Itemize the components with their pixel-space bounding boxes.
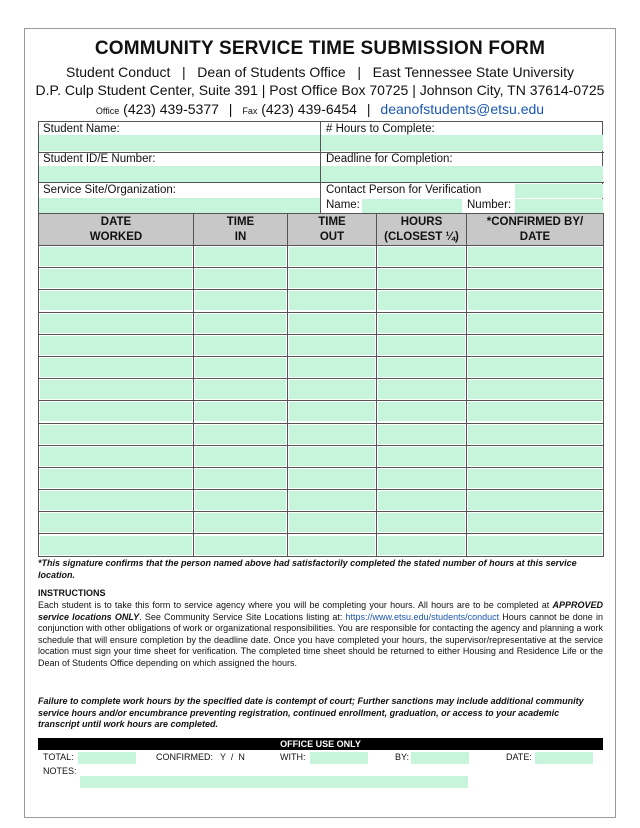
time-log-input[interactable] (40, 425, 192, 444)
deadline-label: Deadline for Completion: (326, 153, 453, 165)
separator: | (366, 101, 371, 117)
column-header-line: TIME (318, 215, 346, 228)
column-header-line: DATE (519, 230, 551, 243)
time-log-input[interactable] (195, 536, 286, 555)
table-cell (467, 268, 604, 290)
time-log-input[interactable] (468, 336, 602, 355)
table-row (39, 512, 604, 534)
table-cell (39, 268, 194, 290)
time-log-input[interactable] (289, 291, 375, 310)
time-log-input[interactable] (289, 425, 375, 444)
time-log-input[interactable] (378, 469, 465, 488)
office-use-title: OFFICE USE ONLY (38, 738, 603, 750)
total-label: TOTAL: (43, 752, 74, 762)
table-cell (288, 312, 377, 334)
by-field[interactable] (411, 752, 469, 764)
table-cell (467, 246, 604, 268)
time-log-input[interactable] (378, 536, 465, 555)
table-cell (39, 312, 194, 334)
separator: | (228, 101, 233, 117)
column-header-time-out (288, 214, 377, 246)
table-cell (39, 290, 194, 312)
table-cell (467, 401, 604, 423)
table-cell (194, 268, 288, 290)
time-log-input[interactable] (378, 513, 465, 532)
time-log-input[interactable] (195, 380, 286, 399)
column-header-date-worked (39, 214, 194, 246)
time-log-input[interactable] (40, 291, 192, 310)
time-log-input[interactable] (468, 358, 602, 377)
table-cell (39, 490, 194, 512)
table-row (39, 423, 604, 445)
table-cell (467, 312, 604, 334)
time-log-input[interactable] (289, 402, 375, 421)
table-cell (194, 312, 288, 334)
table-cell (194, 356, 288, 378)
table-cell (39, 445, 194, 467)
time-log-input[interactable] (289, 269, 375, 288)
form-title: COMMUNITY SERVICE TIME SUBMISSION FORM (94, 38, 546, 59)
time-log-input[interactable] (289, 447, 375, 466)
time-log-input[interactable] (40, 447, 192, 466)
column-header-line: (CLOSEST ¼) (384, 230, 459, 243)
table-cell (377, 490, 467, 512)
column-header-line: HOURS (400, 215, 443, 228)
notes-label: NOTES: (43, 766, 77, 776)
time-log-input[interactable] (195, 358, 286, 377)
table-cell (39, 246, 194, 268)
time-log-input[interactable] (40, 314, 192, 333)
column-header-line: *CONFIRMED BY/ (486, 215, 584, 228)
column-header-line: TIME (226, 215, 255, 228)
office-phone: (423) 439-5377 (123, 101, 219, 117)
time-log-input[interactable] (289, 513, 375, 532)
time-log-input[interactable] (378, 291, 465, 310)
fax-label: Fax (242, 106, 258, 116)
column-header-line: DATE (100, 215, 132, 228)
time-log-input[interactable] (195, 291, 286, 310)
table-cell (194, 512, 288, 534)
table-cell (39, 467, 194, 489)
table-cell (467, 334, 604, 356)
table-cell (39, 534, 194, 556)
table-cell (39, 512, 194, 534)
date-label: DATE: (506, 752, 532, 762)
time-log-input[interactable] (40, 380, 192, 399)
student-info-block (38, 121, 603, 213)
time-log-input[interactable] (289, 491, 375, 510)
table-cell (194, 379, 288, 401)
contact-name-field[interactable] (362, 199, 462, 213)
time-log-input[interactable] (289, 247, 375, 266)
time-log-input[interactable] (40, 513, 192, 532)
time-log-input[interactable] (468, 491, 602, 510)
table-cell (377, 512, 467, 534)
time-log-input[interactable] (195, 425, 286, 444)
time-log-input[interactable] (40, 358, 192, 377)
student-name-label: Student Name: (43, 123, 120, 135)
table-cell (39, 401, 194, 423)
time-log-input[interactable] (195, 402, 286, 421)
header-line-1: Student Conduct | Dean of Students Office | East Tennessee State University (66, 64, 574, 80)
table-row (39, 401, 604, 423)
time-log-input[interactable] (378, 425, 465, 444)
email-link[interactable]: deanofstudents@etsu.edu (380, 101, 545, 117)
column-header-time-in (194, 214, 288, 246)
table-cell (467, 534, 604, 556)
table-cell (377, 268, 467, 290)
contact-person-field[interactable] (515, 184, 603, 198)
time-log-input[interactable] (378, 380, 465, 399)
time-log-input[interactable] (468, 314, 602, 333)
table-cell (194, 423, 288, 445)
date-field[interactable] (535, 752, 593, 764)
time-log-input[interactable] (40, 491, 192, 510)
time-log-input[interactable] (468, 269, 602, 288)
instructions-p1: Each student is to take this form to service agency where you will be completing your hours. All hours are to be completed at (38, 600, 550, 610)
header-line-2: D.P. Culp Student Center, Suite 391 | Post Office Box 70725 | Johnson City, TN 37614-0725 (35, 82, 605, 98)
table-cell (194, 401, 288, 423)
table-header-row (39, 214, 604, 246)
time-log-input[interactable] (40, 402, 192, 421)
table-cell (194, 490, 288, 512)
time-log-input[interactable] (195, 447, 286, 466)
table-cell (467, 290, 604, 312)
table-cell (288, 290, 377, 312)
column-header-confirmed-by (467, 214, 604, 246)
table-cell (467, 445, 604, 467)
table-row (39, 246, 604, 268)
header-contact-line (0, 101, 640, 117)
time-log-input[interactable] (378, 269, 465, 288)
table-cell (39, 379, 194, 401)
table-cell (288, 467, 377, 489)
notes-field[interactable] (80, 776, 468, 788)
table-cell (288, 356, 377, 378)
table-row (39, 379, 604, 401)
time-log-input[interactable] (289, 536, 375, 555)
time-log-input[interactable] (468, 469, 602, 488)
table-cell (467, 467, 604, 489)
time-log-input[interactable] (195, 336, 286, 355)
table-cell (467, 356, 604, 378)
table-cell (377, 401, 467, 423)
office-label: Office (95, 106, 120, 116)
time-log-input[interactable] (468, 247, 602, 266)
service-site-label: Service Site/Organization: (43, 184, 176, 196)
table-cell (288, 246, 377, 268)
table-cell (194, 534, 288, 556)
table-cell (194, 467, 288, 489)
table-row (39, 534, 604, 556)
student-id-label: Student ID/E Number: (43, 153, 156, 165)
by-label: BY: (395, 752, 410, 762)
service-site-field[interactable] (39, 198, 320, 214)
table-row (39, 290, 604, 312)
office-use-section (38, 738, 603, 790)
instructions-heading: INSTRUCTIONS (38, 588, 106, 598)
column-header-line: WORKED (89, 230, 143, 243)
table-cell (288, 334, 377, 356)
table-cell (467, 423, 604, 445)
instructions-p3: Hours cannot be done in conjunction with other obligations of work or organizational responsibilities. You are responsible for contacting the agency and planning a work schedule that will ensure completion by the deadline date. Once you have completed your hours, the supervisor/representative at the service location must sign your time sheet for verification. The completed time sheet should be returned to either Housing and Residence Life or the Dean of Students Office depending on which assigned the hours. (38, 611, 603, 668)
table-cell (39, 334, 194, 356)
hours-to-complete-field[interactable] (321, 135, 603, 151)
instructions-text (38, 600, 603, 670)
confirmed-label: CONFIRMED: (156, 752, 213, 762)
table-row (39, 268, 604, 290)
conduct-link[interactable]: https://www.etsu.edu/students/conduct (345, 611, 500, 622)
column-header-line: IN (234, 230, 247, 243)
approved-locations-text: APPROVED service locations ONLY (38, 600, 603, 622)
contact-number-label: Number: (467, 199, 512, 211)
student-name-field[interactable] (39, 135, 320, 151)
time-log-input[interactable] (289, 336, 375, 355)
fax-phone: (423) 439-6454 (261, 101, 357, 117)
time-log-input[interactable] (195, 469, 286, 488)
time-log-input[interactable] (468, 513, 602, 532)
table-cell (377, 334, 467, 356)
hours-to-complete-label: # Hours to Complete: (326, 123, 435, 135)
time-log-input[interactable] (468, 425, 602, 444)
table-cell (467, 512, 604, 534)
table-cell (467, 490, 604, 512)
student-id-field[interactable] (39, 166, 320, 182)
table-cell (39, 423, 194, 445)
time-log-input[interactable] (468, 380, 602, 399)
time-log-input[interactable] (40, 469, 192, 488)
table-cell (288, 445, 377, 467)
time-log-input[interactable] (468, 291, 602, 310)
time-log-input[interactable] (40, 336, 192, 355)
time-log-input[interactable] (468, 536, 602, 555)
time-log-input[interactable] (378, 402, 465, 421)
table-cell (377, 290, 467, 312)
time-log-input[interactable] (378, 247, 465, 266)
table-cell (288, 379, 377, 401)
confirmed-options[interactable]: Y / N (220, 752, 245, 762)
table-cell (288, 490, 377, 512)
table-cell (194, 445, 288, 467)
time-log-input[interactable] (195, 269, 286, 288)
instructions-p2: . See Community Service Site Locations listing at: (139, 611, 343, 622)
time-log-input[interactable] (195, 314, 286, 333)
table-cell (288, 534, 377, 556)
time-log-input[interactable] (468, 447, 602, 466)
table-cell (288, 268, 377, 290)
table-cell (377, 534, 467, 556)
contact-person-label: Contact Person for Verification (326, 184, 482, 196)
total-field[interactable] (78, 752, 136, 764)
table-cell (194, 334, 288, 356)
table-cell (194, 246, 288, 268)
time-log-input[interactable] (195, 513, 286, 532)
table-cell (39, 356, 194, 378)
table-cell (377, 467, 467, 489)
time-log-body (39, 246, 604, 557)
time-log-input[interactable] (289, 358, 375, 377)
table-cell (377, 445, 467, 467)
contact-name-label: Name: (326, 199, 360, 211)
contempt-warning: Failure to complete work hours by the specified date is contempt of court; Further sanctions may include additional community service hours and/or encumbrance preventing registration, continued enrollment, graduation, or access to your academic transcript until work hours are completed. (38, 696, 584, 730)
table-cell (288, 401, 377, 423)
time-log-input[interactable] (195, 247, 286, 266)
time-log-input[interactable] (378, 314, 465, 333)
deadline-field[interactable] (321, 166, 603, 182)
table-row (39, 334, 604, 356)
with-field[interactable] (310, 752, 368, 764)
time-log-input[interactable] (378, 491, 465, 510)
time-log-input[interactable] (195, 491, 286, 510)
time-log-input[interactable] (378, 447, 465, 466)
table-cell (194, 290, 288, 312)
time-log-input[interactable] (378, 336, 465, 355)
time-log-input[interactable] (40, 269, 192, 288)
time-log-input[interactable] (289, 469, 375, 488)
table-cell (377, 246, 467, 268)
table-cell (288, 512, 377, 534)
time-log-input[interactable] (378, 358, 465, 377)
table-cell (377, 423, 467, 445)
time-log-input[interactable] (40, 536, 192, 555)
table-cell (377, 379, 467, 401)
time-log-input[interactable] (289, 380, 375, 399)
column-header-hours (377, 214, 467, 246)
column-header-line: OUT (319, 230, 345, 243)
table-cell (377, 356, 467, 378)
table-cell (288, 423, 377, 445)
table-row (39, 445, 604, 467)
table-row (39, 467, 604, 489)
divider (39, 182, 604, 183)
table-row (39, 312, 604, 334)
time-log-input[interactable] (289, 314, 375, 333)
with-label: WITH: (280, 752, 306, 762)
table-cell (467, 379, 604, 401)
table-cell (377, 312, 467, 334)
table-row (39, 356, 604, 378)
time-log-input[interactable] (468, 402, 602, 421)
table-row (39, 490, 604, 512)
contact-number-field[interactable] (515, 199, 603, 213)
time-log-input[interactable] (40, 247, 192, 266)
signature-footnote: *This signature confirms that the person named above had satisfactorily completed the stated number of hours at this service location. (38, 558, 577, 580)
time-log-table (38, 213, 604, 557)
